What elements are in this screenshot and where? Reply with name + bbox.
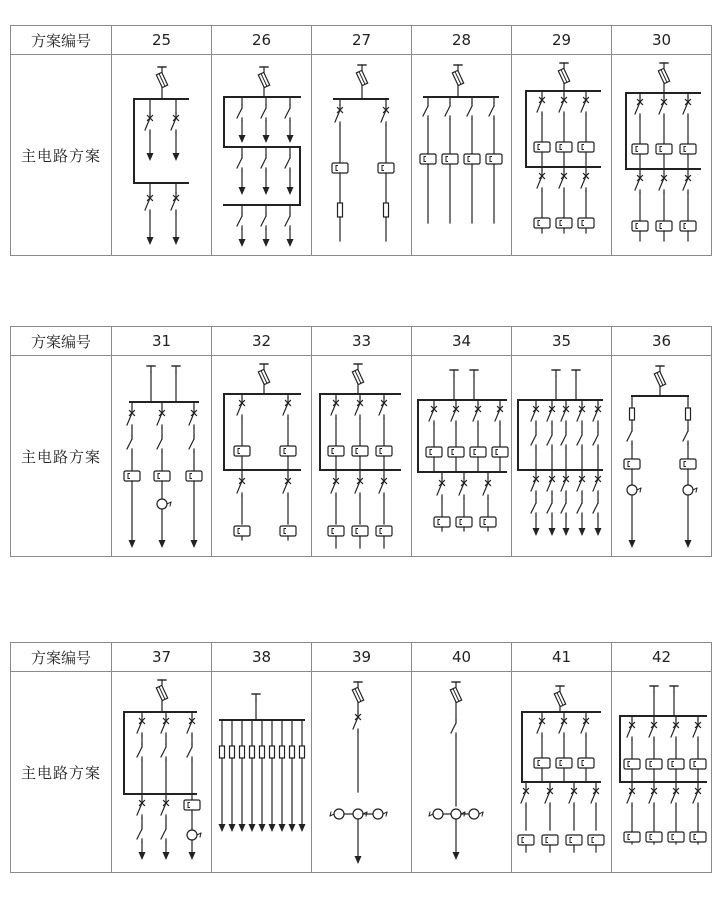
outgoing-arrow <box>453 852 460 860</box>
circuit-diagram-40 <box>412 672 512 873</box>
outgoing-arrow <box>147 237 154 245</box>
circuit-29 <box>512 55 612 255</box>
outgoing-arrow <box>239 824 246 832</box>
switch-blade <box>467 106 472 116</box>
switch-blade <box>561 435 566 445</box>
outgoing-arrow <box>147 153 154 161</box>
scheme-number-26: 26 <box>212 26 312 55</box>
circuit-diagram-36 <box>612 356 712 557</box>
outgoing-arrow <box>239 135 246 143</box>
fuse <box>240 746 245 758</box>
current-transformer <box>534 142 550 152</box>
fuse <box>300 746 305 758</box>
scheme-number-32: 32 <box>212 327 312 356</box>
fuse <box>230 746 235 758</box>
current-transformer <box>632 221 648 231</box>
current-transformer <box>376 446 392 456</box>
current-transformer <box>492 447 508 457</box>
outgoing-arrow <box>259 824 266 832</box>
switch-blade <box>237 158 242 168</box>
current-transformer <box>624 759 640 769</box>
header-label: 方案编号 <box>11 26 112 55</box>
current-transformer <box>352 526 368 536</box>
current-transformer <box>646 832 662 842</box>
switch-blade <box>261 108 266 118</box>
circuit-diagram-42 <box>612 672 712 873</box>
outgoing-arrow <box>279 824 286 832</box>
current-transformer <box>434 517 450 527</box>
circuit-diagram-33 <box>312 356 412 557</box>
current-transformer <box>624 832 640 842</box>
outgoing-arrow <box>287 187 294 195</box>
fuse <box>250 746 255 758</box>
current-transformer <box>378 163 394 173</box>
meter-circle <box>353 809 363 819</box>
meter-circle <box>373 809 383 819</box>
circuit-28 <box>412 55 512 255</box>
outgoing-arrow <box>239 239 246 247</box>
fuse-switch <box>258 72 269 87</box>
current-transformer <box>328 526 344 536</box>
switch-blade <box>445 106 450 116</box>
current-transformer <box>646 759 662 769</box>
outgoing-arrow <box>139 852 146 860</box>
switch-blade <box>187 747 192 757</box>
meter-circle <box>451 809 461 819</box>
current-transformer <box>690 759 706 769</box>
fuse-switch <box>654 371 665 386</box>
switch-blade <box>547 503 552 513</box>
scheme-number-40: 40 <box>412 643 512 672</box>
meter-circle <box>187 830 197 840</box>
circuit-diagram-37 <box>112 672 212 873</box>
circuit-diagram-29 <box>512 55 612 256</box>
fuse <box>260 746 265 758</box>
meter-circle <box>157 499 167 509</box>
current-transformer <box>668 832 684 842</box>
outgoing-arrow <box>563 528 570 536</box>
switch-blade <box>237 108 242 118</box>
outgoing-arrow <box>219 824 226 832</box>
outgoing-arrow <box>263 187 270 195</box>
current-transformer <box>680 144 696 154</box>
switch-blade <box>627 431 632 441</box>
current-transformer <box>632 144 648 154</box>
current-transformer <box>486 154 502 164</box>
switch-blade <box>285 158 290 168</box>
circuit-diagram-41 <box>512 672 612 873</box>
fuse-switch <box>452 70 463 85</box>
circuit-diagram-25 <box>112 55 212 256</box>
circuit-31 <box>112 356 212 556</box>
switch-blade <box>423 106 428 116</box>
switch-blade <box>577 435 582 445</box>
switch-blade <box>137 829 142 839</box>
circuit-42 <box>612 672 712 872</box>
outgoing-arrow <box>595 528 602 536</box>
scheme-number-29: 29 <box>512 26 612 55</box>
scheme-table-3 <box>10 642 712 873</box>
switch-blade <box>547 435 552 445</box>
fuse-switch <box>558 68 569 83</box>
circuit-diagram-31 <box>112 356 212 557</box>
switch-blade <box>683 431 688 441</box>
meter-circle <box>433 809 443 819</box>
outgoing-arrow <box>173 237 180 245</box>
current-transformer <box>624 459 640 469</box>
outgoing-arrow <box>129 540 136 548</box>
scheme-table-2 <box>10 326 712 557</box>
switch-blade <box>285 216 290 226</box>
switch-blade <box>261 158 266 168</box>
scheme-number-41: 41 <box>512 643 612 672</box>
current-transformer <box>542 835 558 845</box>
switch-blade <box>189 439 194 449</box>
outgoing-arrow <box>173 153 180 161</box>
outgoing-arrow <box>629 540 636 548</box>
fuse <box>338 203 343 217</box>
current-transformer <box>470 447 486 457</box>
circuit-diagram-30 <box>612 55 712 256</box>
circuit-diagram-27 <box>312 55 412 256</box>
circuit-27 <box>312 55 412 255</box>
current-transformer <box>690 832 706 842</box>
fuse-switch <box>356 70 367 85</box>
fuse <box>686 408 691 420</box>
outgoing-arrow <box>269 824 276 832</box>
scheme-number-42: 42 <box>612 643 712 672</box>
outgoing-arrow <box>287 239 294 247</box>
current-transformer <box>448 447 464 457</box>
outgoing-arrow <box>189 852 196 860</box>
scheme-number-37: 37 <box>112 643 212 672</box>
meter-circle <box>627 485 637 495</box>
current-transformer <box>518 835 534 845</box>
outgoing-arrow <box>549 528 556 536</box>
current-transformer <box>280 446 296 456</box>
scheme-number-27: 27 <box>312 26 412 55</box>
switch-blade <box>237 216 242 226</box>
current-transformer <box>566 835 582 845</box>
current-transformer <box>234 446 250 456</box>
circuit-diagram-39 <box>312 672 412 873</box>
meter-circle <box>683 485 693 495</box>
fuse <box>630 408 635 420</box>
current-transformer <box>332 163 348 173</box>
current-transformer <box>656 144 672 154</box>
fuse-switch <box>450 687 461 702</box>
row-label: 主电路方案 <box>11 672 112 873</box>
circuit-26 <box>212 55 312 255</box>
switch-blade <box>593 503 598 513</box>
circuit-25 <box>112 55 212 255</box>
outgoing-arrow <box>289 824 296 832</box>
switch-blade <box>161 829 166 839</box>
outgoing-arrow <box>191 540 198 548</box>
current-transformer <box>578 142 594 152</box>
scheme-number-39: 39 <box>312 643 412 672</box>
fuse-switch <box>554 691 565 706</box>
switch-blade <box>261 216 266 226</box>
fuse-switch <box>352 687 363 702</box>
current-transformer <box>480 517 496 527</box>
circuit-40 <box>412 672 512 872</box>
circuit-36 <box>612 356 712 556</box>
current-transformer <box>376 526 392 536</box>
circuit-diagram-32 <box>212 356 312 557</box>
outgoing-arrow <box>249 824 256 832</box>
circuit-34 <box>412 356 512 556</box>
scheme-number-33: 33 <box>312 327 412 356</box>
outgoing-arrow <box>355 856 362 864</box>
scheme-number-28: 28 <box>412 26 512 55</box>
fuse <box>384 203 389 217</box>
meter-circle <box>469 809 479 819</box>
current-transformer <box>426 447 442 457</box>
circuit-39 <box>312 672 412 872</box>
fuse-switch <box>352 369 363 384</box>
header-label: 方案编号 <box>11 327 112 356</box>
outgoing-arrow <box>685 540 692 548</box>
circuit-diagram-34 <box>412 356 512 557</box>
fuse-switch <box>156 685 167 700</box>
circuit-41 <box>512 672 612 872</box>
row-label: 主电路方案 <box>11 356 112 557</box>
outgoing-arrow <box>163 852 170 860</box>
current-transformer <box>680 221 696 231</box>
current-transformer <box>328 446 344 456</box>
current-transformer <box>234 526 250 536</box>
scheme-number-34: 34 <box>412 327 512 356</box>
switch-blade <box>531 503 536 513</box>
scheme-number-30: 30 <box>612 26 712 55</box>
meter-circle <box>334 809 344 819</box>
switch-blade <box>157 439 162 449</box>
fuse <box>280 746 285 758</box>
switch-blade <box>577 503 582 513</box>
current-transformer <box>534 758 550 768</box>
current-transformer <box>578 218 594 228</box>
outgoing-arrow <box>229 824 236 832</box>
scheme-number-25: 25 <box>112 26 212 55</box>
fuse <box>270 746 275 758</box>
circuit-30 <box>612 55 712 255</box>
scheme-number-38: 38 <box>212 643 312 672</box>
current-transformer <box>186 471 202 481</box>
outgoing-arrow <box>239 187 246 195</box>
circuit-diagram-26 <box>212 55 312 256</box>
circuit-37 <box>112 672 212 872</box>
current-transformer <box>668 759 684 769</box>
scheme-table-1 <box>10 25 712 256</box>
outgoing-arrow <box>299 824 306 832</box>
fuse-switch <box>258 369 269 384</box>
current-transformer <box>556 758 572 768</box>
current-transformer <box>442 154 458 164</box>
current-transformer <box>420 154 436 164</box>
switch-blade <box>593 435 598 445</box>
current-transformer <box>280 526 296 536</box>
circuit-32 <box>212 356 312 556</box>
current-transformer <box>154 471 170 481</box>
current-transformer <box>680 459 696 469</box>
header-label: 方案编号 <box>11 643 112 672</box>
current-transformer <box>578 758 594 768</box>
current-transformer <box>588 835 604 845</box>
outgoing-arrow <box>287 135 294 143</box>
outgoing-arrow <box>263 135 270 143</box>
scheme-number-35: 35 <box>512 327 612 356</box>
fuse <box>290 746 295 758</box>
current-transformer <box>352 446 368 456</box>
switch-blade <box>561 503 566 513</box>
circuit-33 <box>312 356 412 556</box>
switch-blade <box>137 747 142 757</box>
fuse-switch <box>156 72 167 87</box>
outgoing-arrow <box>263 239 270 247</box>
current-transformer <box>556 142 572 152</box>
current-transformer <box>656 221 672 231</box>
current-transformer <box>534 218 550 228</box>
scheme-number-31: 31 <box>112 327 212 356</box>
switch-blade <box>127 439 132 449</box>
switch-blade <box>489 106 494 116</box>
switch-blade <box>285 108 290 118</box>
current-transformer <box>184 800 200 810</box>
fuse-switch <box>658 68 669 83</box>
circuit-diagram-28 <box>412 55 512 256</box>
outgoing-arrow <box>579 528 586 536</box>
current-transformer <box>464 154 480 164</box>
scheme-number-36: 36 <box>612 327 712 356</box>
current-transformer <box>556 218 572 228</box>
current-transformer <box>456 517 472 527</box>
outgoing-arrow <box>159 540 166 548</box>
fuse <box>220 746 225 758</box>
switch-blade <box>161 747 166 757</box>
current-transformer <box>124 471 140 481</box>
outgoing-arrow <box>533 528 540 536</box>
row-label: 主电路方案 <box>11 55 112 256</box>
circuit-35 <box>512 356 612 556</box>
circuit-38 <box>212 672 312 872</box>
circuit-diagram-38 <box>212 672 312 873</box>
switch-blade <box>531 435 536 445</box>
switch-blade <box>451 723 456 733</box>
circuit-diagram-35 <box>512 356 612 557</box>
